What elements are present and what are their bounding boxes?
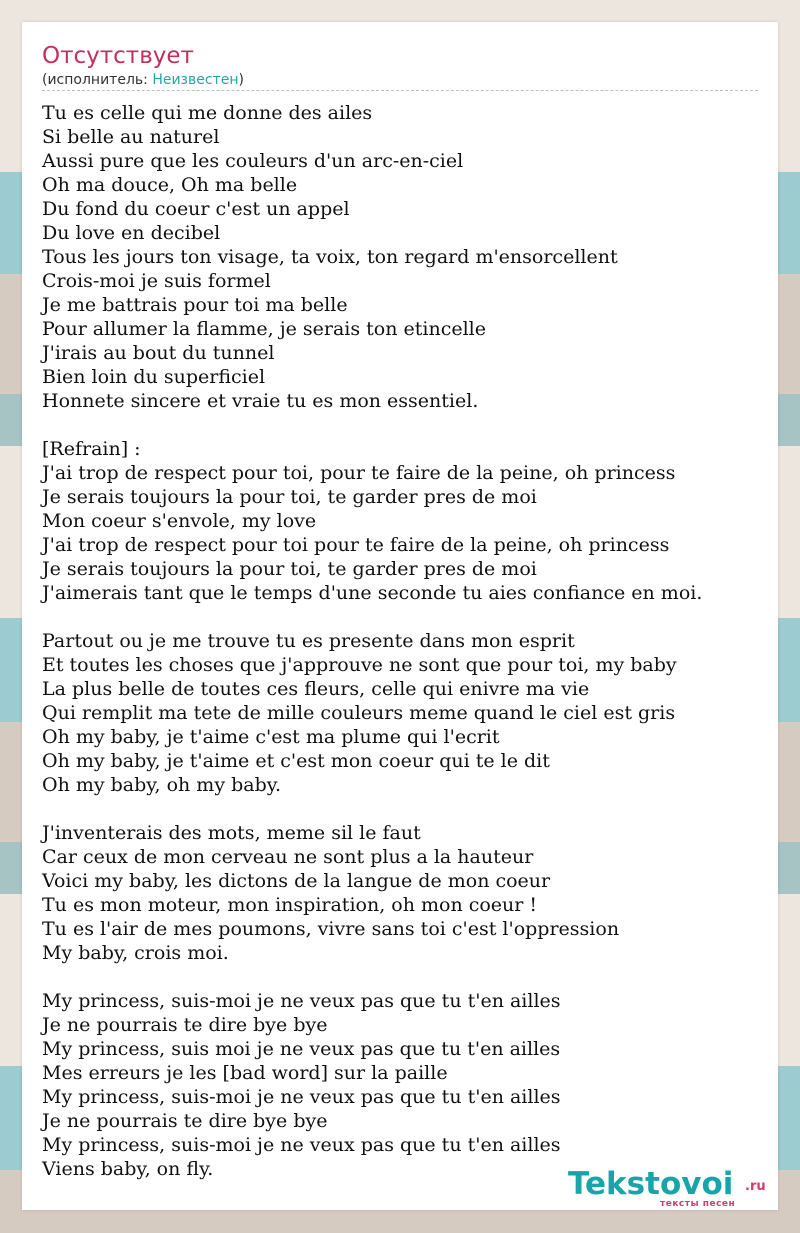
lyric-line: My princess, suis-moi je ne veux pas que tu t'en ailles: [42, 1134, 561, 1156]
lyric-line: My princess, suis-moi je ne veux pas que tu t'en ailles: [42, 990, 561, 1012]
lyric-line: Aussi pure que les couleurs d'un arc-en-ciel: [42, 150, 464, 172]
lyric-line: My princess, suis-moi je ne veux pas que tu t'en ailles: [42, 1086, 561, 1108]
lyric-line: Tu es l'air de mes poumons, vivre sans toi c'est l'oppression: [42, 918, 620, 940]
lyric-line: Du love en decibel: [42, 222, 221, 244]
lyrics-text: [42, 101, 772, 1181]
artist-line: [42, 71, 244, 89]
lyric-line: Car ceux de mon cerveau ne sont plus a la hauteur: [42, 846, 534, 868]
lyric-line: Tous les jours ton visage, ta voix, ton regard m'ensorcellent: [42, 246, 618, 268]
lyric-line: Je me battrais pour toi ma belle: [42, 294, 348, 316]
lyric-line: My princess, suis moi je ne veux pas que tu t'en ailles: [42, 1038, 561, 1060]
lyric-line: Oh ma douce, Oh ma belle: [42, 174, 298, 196]
song-title: Отсутствует: [42, 43, 194, 69]
artist-link[interactable]: Неизвестен: [152, 72, 239, 88]
lyric-blank-line: [42, 965, 772, 989]
lyric-line: J'aimerais tant que le temps d'une seconde tu aies confiance en moi.: [42, 582, 703, 604]
lyric-blank-line: [42, 605, 772, 629]
lyric-line: Honnete sincere et vraie tu es mon essentiel.: [42, 390, 479, 412]
lyric-line: Du fond du coeur c'est un appel: [42, 198, 350, 220]
lyric-line: Mon coeur s'envole, my love: [42, 510, 317, 532]
logo-name: Tekstovoi: [568, 1166, 734, 1202]
lyric-line: My baby, crois moi.: [42, 942, 229, 964]
lyric-line: Oh my baby, je t'aime et c'est mon coeur qui te le dit: [42, 750, 550, 772]
lyric-blank-line: [42, 797, 772, 821]
lyric-line: Et toutes les choses que j'approuve ne sont que pour toi, my baby: [42, 654, 677, 676]
lyric-line: J'irais au bout du tunnel: [42, 342, 275, 364]
lyric-line: Qui remplit ma tete de mille couleurs meme quand le ciel est gris: [42, 702, 676, 724]
lyric-line: Tu es celle qui me donne des ailes: [42, 102, 373, 124]
lyric-line: Si belle au naturel: [42, 126, 220, 148]
lyric-line: Je ne pourrais te dire bye bye: [42, 1110, 328, 1132]
lyric-line: Pour allumer la flamme, je serais ton etincelle: [42, 318, 486, 340]
logo-domain-suffix: .ru: [745, 1179, 766, 1194]
artist-suffix: ): [238, 72, 244, 88]
lyric-line: J'inventerais des mots, meme sil le faut: [42, 822, 421, 844]
lyric-line: Crois-moi je suis formel: [42, 270, 271, 292]
logo-tagline: тексты песен: [660, 1199, 736, 1209]
lyric-line: Bien loin du superficiel: [42, 366, 266, 388]
lyric-line: [Refrain] :: [42, 438, 141, 460]
lyric-line: Oh my baby, je t'aime c'est ma plume qui l'ecrit: [42, 726, 500, 748]
lyric-line: Voici my baby, les dictons de la langue de mon coeur: [42, 870, 551, 892]
lyric-line: Je serais toujours la pour toi, te garder pres de moi: [42, 558, 537, 580]
lyric-line: J'ai trop de respect pour toi, pour te faire de la peine, oh princess: [42, 462, 676, 484]
lyric-line: Partout ou je me trouve tu es presente dans mon esprit: [42, 630, 575, 652]
lyrics-card: [22, 22, 778, 1210]
title-divider: [42, 90, 758, 91]
lyric-blank-line: [42, 413, 772, 437]
lyric-line: J'ai trop de respect pour toi pour te faire de la peine, oh princess: [42, 534, 670, 556]
artist-prefix: (исполнитель:: [42, 72, 153, 88]
lyric-line: Je ne pourrais te dire bye bye: [42, 1014, 328, 1036]
lyric-line: Mes erreurs je les [bad word] sur la paille: [42, 1062, 448, 1084]
lyric-line: Je serais toujours la pour toi, te garder pres de moi: [42, 486, 537, 508]
lyric-line: La plus belle de toutes ces fleurs, celle qui enivre ma vie: [42, 678, 590, 700]
lyric-line: Tu es mon moteur, mon inspiration, oh mon coeur !: [42, 894, 538, 916]
lyric-line: Viens baby, on fly.: [42, 1158, 214, 1180]
tekstovoi-logo[interactable]: [568, 1166, 778, 1210]
lyric-line: Oh my baby, oh my baby.: [42, 774, 281, 796]
